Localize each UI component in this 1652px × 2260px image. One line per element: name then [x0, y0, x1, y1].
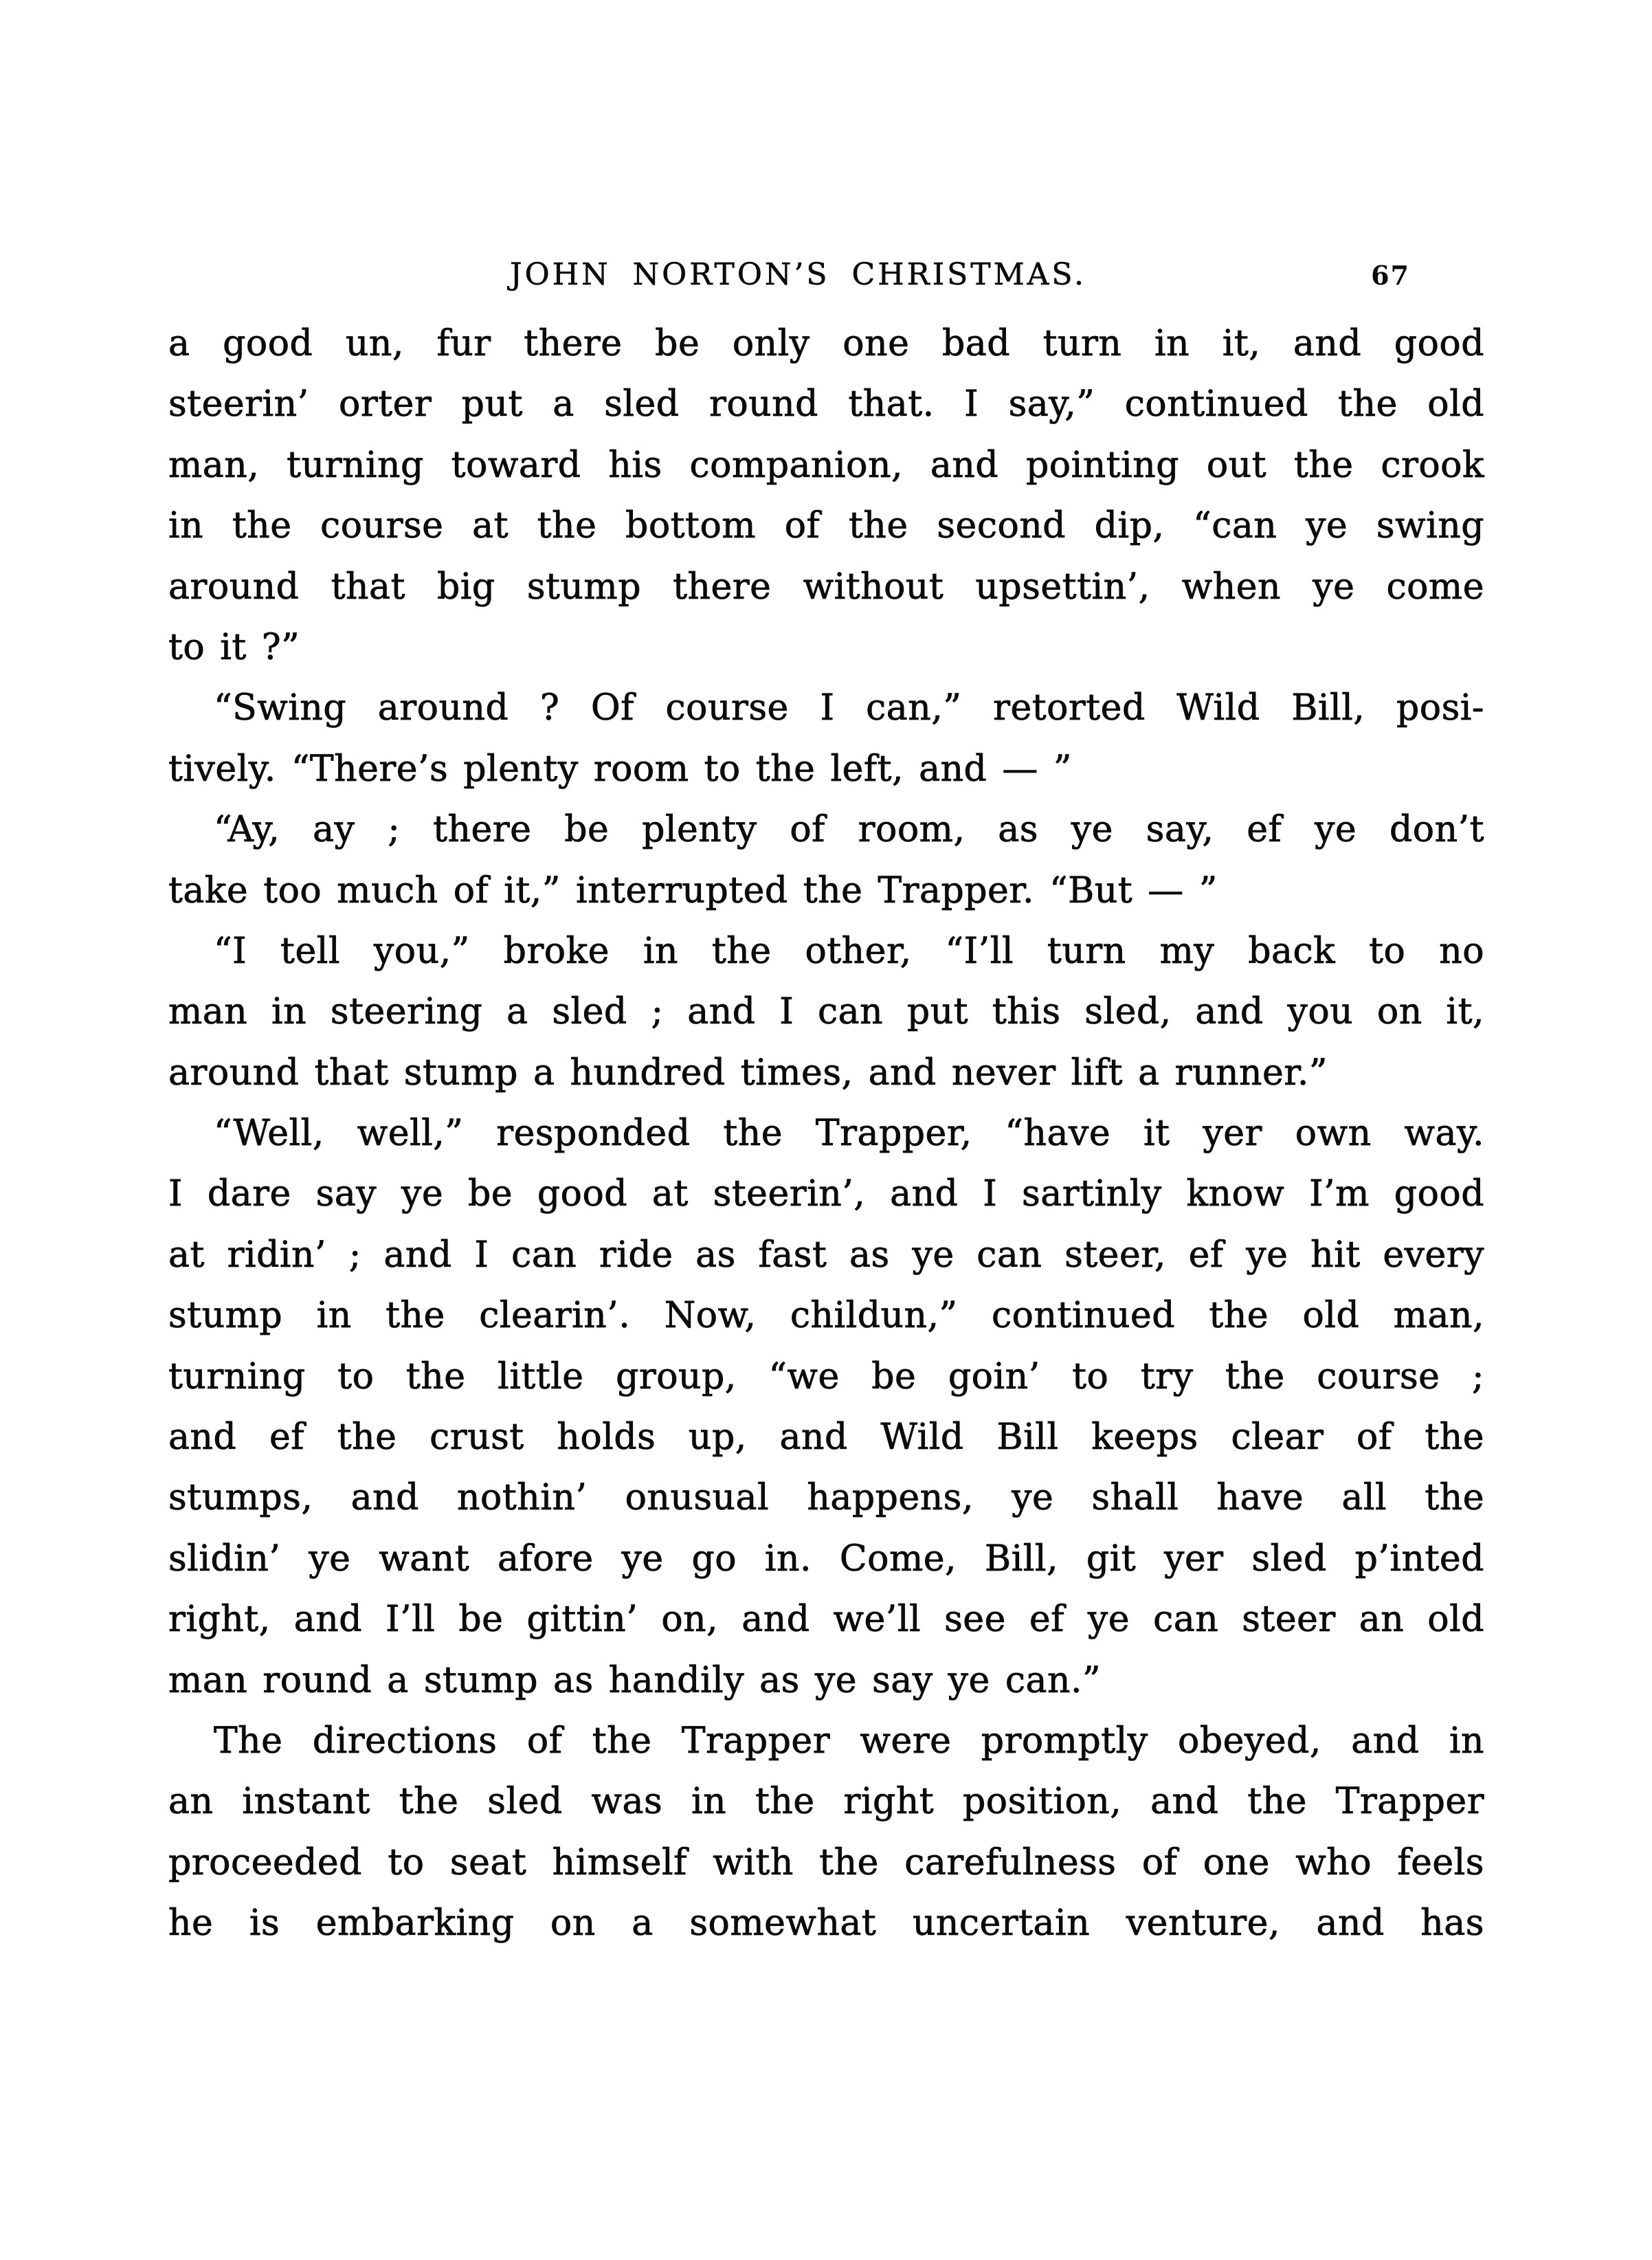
page-header [168, 254, 1484, 298]
text-line: around that stump a hundred times, and never lift a runner.” [168, 1052, 1328, 1094]
text-line: man, turning toward his companion, and pointing out the crook [168, 444, 1484, 486]
text-line: stump in the clearin’. Now, childun,” continued the old man, [168, 1295, 1484, 1337]
body-text [168, 313, 1484, 1954]
text-line: turning to the little group, “we be goin’ to try the course ; [168, 1355, 1484, 1397]
text-line: he is embarking on a somewhat uncertain venture, and has [168, 1903, 1484, 1945]
text-line: I dare say ye be good at steerin’, and I sartinly know I’m good [168, 1173, 1484, 1215]
text-line: steerin’ orter put a sled round that. I say,” continued the old [168, 384, 1484, 425]
text-line: stumps, and nothin’ onusual happens, ye shall have all the [168, 1477, 1484, 1519]
text-line: and ef the crust holds up, and Wild Bill keeps clear of the [168, 1417, 1484, 1459]
text-line: “Swing around ? Of course I can,” retorted Wild Bill, posi- [214, 687, 1484, 729]
text-line: an instant the sled was in the right position, and the Trapper [168, 1781, 1484, 1823]
text-line: take too much of it,” interrupted the Trapper. “But — ” [168, 869, 1218, 911]
text-line: “I tell you,” broke in the other, “I’ll turn my back to no [214, 930, 1484, 972]
text-line: man round a stump as handily as ye say ye can.” [168, 1659, 1102, 1701]
text-line: proceeded to seat himself with the carefulness of one who feels [168, 1841, 1484, 1883]
text-line: in the course at the bottom of the second dip, “can ye swing [168, 505, 1484, 547]
text-line: to it ?” [168, 626, 300, 668]
page-number: 67 [1371, 260, 1410, 291]
text-line: right, and I’ll be gittin’ on, and we’ll see ef ye can steer an old [168, 1599, 1484, 1641]
text-line: tively. “There’s plenty room to the left, and — ” [168, 748, 1072, 790]
page-title: JOHN NORTON’S CHRISTMAS. [510, 257, 1086, 292]
text-line: a good un, fur there be only one bad turn in it, and good [168, 323, 1484, 364]
text-line: The directions of the Trapper were promptly obeyed, and in [214, 1720, 1484, 1762]
text-line: “Ay, ay ; there be plenty of room, as ye say, ef ye don’t [214, 809, 1484, 851]
text-line: “Well, well,” responded the Trapper, “have it yer own way. [214, 1113, 1484, 1155]
text-line: at ridin’ ; and I can ride as fast as ye can steer, ef ye hit every [168, 1234, 1484, 1276]
text-line: around that big stump there without upsettin’, when ye come [168, 566, 1484, 608]
text-line: slidin’ ye want afore ye go in. Come, Bill, git yer sled p’inted [168, 1538, 1484, 1580]
text-line: man in steering a sled ; and I can put this sled, and you on it, [168, 991, 1484, 1033]
